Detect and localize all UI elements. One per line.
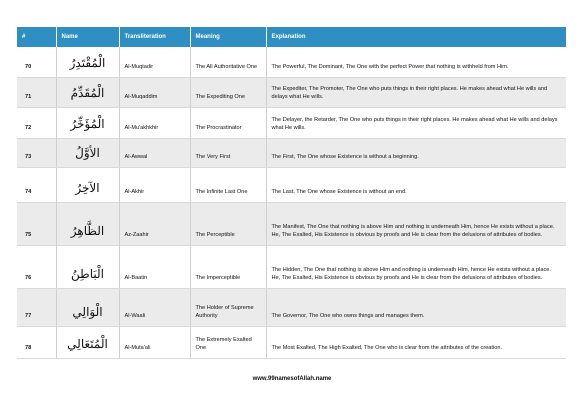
row-number: 78 <box>17 326 56 358</box>
table-row <box>17 47 566 77</box>
explanation-cell: The Powerful, The Dominant, The One with the perfect Power that nothing is withheld from Him. <box>266 47 566 77</box>
explanation-cell: The Hidden, The One that nothing is above Him and nothing is underneath Him, hence He exists without a place. He, The Exalted, His Existence is obvious by proofs and He is clear from the delusions of attributes of bodies. <box>266 245 566 288</box>
explanation-cell: The Most Exalted, The High Exalted, The One who is clear from the attributes of the creation. <box>266 326 566 358</box>
arabic-name-cell <box>56 326 119 358</box>
row-number: 74 <box>17 167 56 202</box>
header-explanation: Explanation <box>266 27 566 47</box>
meaning-cell: The Infinite Last One <box>190 167 266 202</box>
row-number: 70 <box>17 47 56 77</box>
header-meaning: Meaning <box>190 27 266 47</box>
arabic-name-cell <box>56 107 119 138</box>
arabic-name-cell <box>56 288 119 326</box>
table-row <box>17 288 566 326</box>
transliteration-cell: Al-Muqtadir <box>119 47 190 77</box>
arabic-name: الْوَالِي <box>72 304 103 319</box>
meaning-cell: The Imperceptible <box>190 245 266 288</box>
transliteration-cell: Al-Akhir <box>119 167 190 202</box>
transliteration-cell: Al-Awwal <box>119 138 190 167</box>
arabic-name: الْمُقَدِّمُ <box>70 85 105 100</box>
arabic-name: الْمُتَعَالِي <box>67 336 108 351</box>
row-number: 77 <box>17 288 56 326</box>
names-table <box>17 27 566 359</box>
arabic-name-cell <box>56 138 119 167</box>
arabic-name-cell <box>56 47 119 77</box>
explanation-cell: The Delayer, the Retarder, The One who puts things in their right places. He makes ahead what He wills and delays what He wills. <box>266 107 566 138</box>
row-number: 75 <box>17 202 56 245</box>
explanation-cell: The Last, The One whose Existence is without an end. <box>266 167 566 202</box>
transliteration-cell: Al-Waali <box>119 288 190 326</box>
explanation-cell: The First, The One whose Existence is without a beginning. <box>266 138 566 167</box>
arabic-name: الآخِرُ <box>75 180 100 195</box>
table-row <box>17 138 566 167</box>
arabic-name: الْمُقْتَدِرُ <box>69 55 106 70</box>
arabic-name-cell <box>56 77 119 107</box>
explanation-cell: The Expediter, The Promoter, The One who puts things in their right places. He makes ahead what He wills and delays what He wills. <box>266 77 566 107</box>
header-name: Name <box>56 27 119 47</box>
transliteration-cell: Az-Zaahir <box>119 202 190 245</box>
transliteration-cell: Al-Mu'akhkhir <box>119 107 190 138</box>
arabic-name: الْبَاطِنُ <box>71 266 104 281</box>
transliteration-cell: Al-Muta'ali <box>119 326 190 358</box>
meaning-cell: The Very First <box>190 138 266 167</box>
table-row <box>17 107 566 138</box>
table-row <box>17 326 566 358</box>
meaning-cell: The Extremely Exalted One <box>190 326 266 358</box>
row-number: 73 <box>17 138 56 167</box>
explanation-cell: The Governor, The One who owns things and manages them. <box>266 288 566 326</box>
table-row <box>17 245 566 288</box>
meaning-cell: The Expediting One <box>190 77 266 107</box>
explanation-cell: The Manifest, The One that nothing is above Him and nothing is underneath Him, hence He exists without a place. He, The Exalted, His Existence is obvious by proofs and He is clear from the delusions of attributes of bodies. <box>266 202 566 245</box>
arabic-name: الأوَّلُ <box>75 145 100 160</box>
meaning-cell: The Holder of Supreme Authority <box>190 288 266 326</box>
arabic-name-cell <box>56 167 119 202</box>
table-header-row <box>17 27 566 47</box>
table-row <box>17 77 566 107</box>
arabic-name-cell <box>56 202 119 245</box>
meaning-cell: The All Authoritative One <box>190 47 266 77</box>
arabic-name: الظَّاهِرُ <box>70 223 105 238</box>
header-num: # <box>17 27 56 47</box>
transliteration-cell: Al-Baatin <box>119 245 190 288</box>
row-number: 71 <box>17 77 56 107</box>
meaning-cell: The Perceptible <box>190 202 266 245</box>
table-row <box>17 167 566 202</box>
table-row <box>17 202 566 245</box>
row-number: 72 <box>17 107 56 138</box>
arabic-name-cell <box>56 245 119 288</box>
meaning-cell: The Procrastinator <box>190 107 266 138</box>
website-footer: www.99namesofAllah.name <box>252 376 332 382</box>
row-number: 76 <box>17 245 56 288</box>
header-transliteration: Transliteration <box>119 27 190 47</box>
transliteration-cell: Al-Muqaddim <box>119 77 190 107</box>
arabic-name: الْمُؤَخِّرُ <box>70 116 105 131</box>
